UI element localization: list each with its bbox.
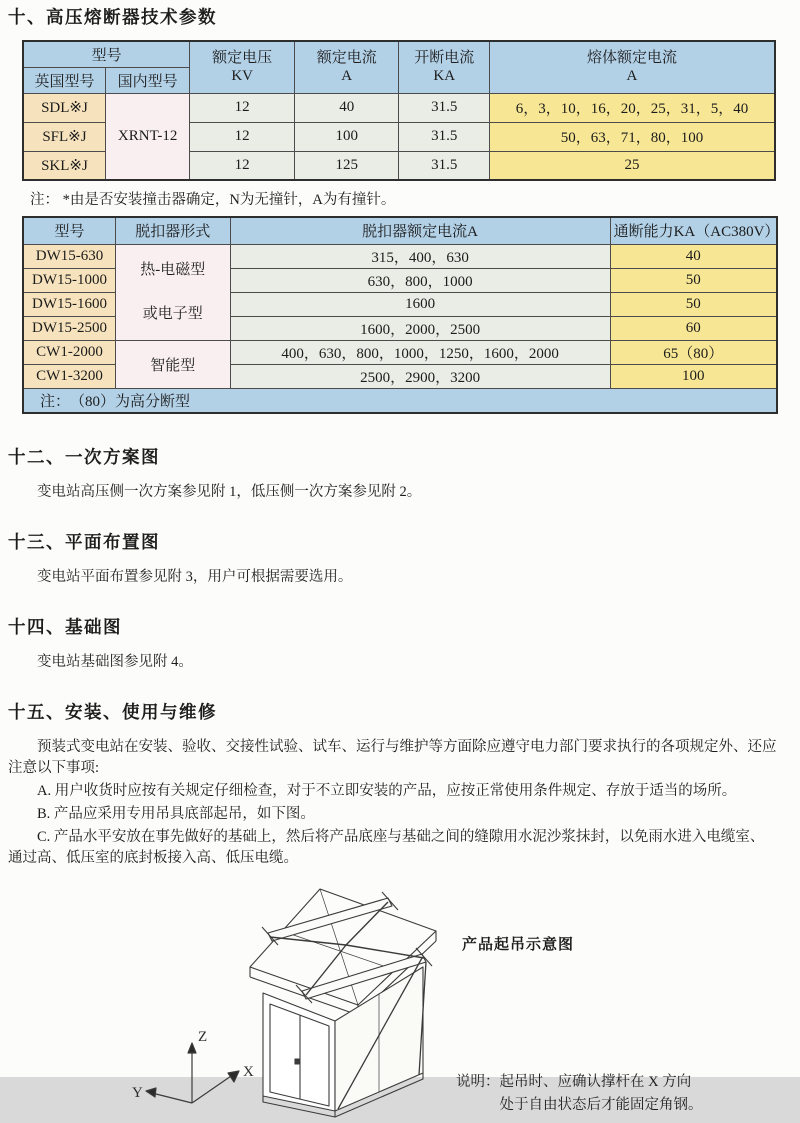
voltage-cell: 12 <box>190 151 295 180</box>
uk-model-cell: SKL※J <box>23 151 105 180</box>
release-type-line1: 热-电磁型 <box>140 262 206 278</box>
figure-note-line2: 处于自由状态后才能固定角钢。 <box>499 1097 703 1113</box>
model-cell: CW1-3200 <box>23 364 115 388</box>
section13-title: 十三、平面布置图 <box>8 532 160 552</box>
release-type-line2: 或电子型 <box>142 306 203 322</box>
model-cell: CW1-2000 <box>23 340 115 364</box>
capacity-cell: 40 <box>610 244 777 268</box>
figure-note-label: 说明： <box>456 1074 500 1090</box>
model-cell: DW15-1000 <box>23 268 115 292</box>
current-cell: 100 <box>294 122 399 151</box>
header-rated-current-unit: A <box>341 68 353 85</box>
header-cn-model: 国内型号 <box>105 67 189 93</box>
header-rated-voltage-line1: 额定电压 <box>212 50 273 67</box>
uk-model-cell: SFL※J <box>23 122 105 151</box>
model-cell: DW15-630 <box>23 244 115 268</box>
axis-x-label: X <box>243 1064 254 1080</box>
header-release-current: 脱扣器额定电流A <box>230 217 610 244</box>
current-cell: 125 <box>294 151 399 180</box>
table-note: 注： （80）为高分断型 <box>23 388 777 413</box>
header-breaking-current <box>399 41 489 93</box>
uk-model-cell: SDL※J <box>23 93 105 122</box>
release-type-cell <box>115 244 230 340</box>
header-fuse-element-line1: 熔体额定电流 <box>586 50 677 67</box>
capacity-cell: 50 <box>610 292 777 316</box>
section15-item-c: C. 产品水平安放在事先做好的基础上，然后将产品底座与基础之间的缝隙用水泥沙浆抹封，以免雨水进入电缆室、通过高、低压室的底封板接入高、低压电缆。 <box>8 829 765 866</box>
fuse-element-cell: 25 <box>489 151 775 180</box>
header-rated-current <box>294 41 399 93</box>
breaking-cell: 31.5 <box>399 151 489 180</box>
header-rated-voltage-unit: KV <box>231 68 253 85</box>
section12-body: 变电站高压侧一次方案参见附 1，低压侧一次方案参见附 2。 <box>37 484 422 500</box>
table-row <box>23 93 775 122</box>
release-current-cell: 630，800，1000 <box>230 268 610 292</box>
figure-note-text <box>500 1071 703 1117</box>
lifting-figure <box>22 875 778 1123</box>
figure-note-line1: 起吊时、应确认撑杆在 X 方向 <box>499 1074 692 1090</box>
cn-model-cell: XRNT-12 <box>105 93 189 180</box>
breaking-cell: 31.5 <box>399 93 489 122</box>
release-current-cell: 315，400，630 <box>230 244 610 268</box>
header-model: 型号 <box>23 217 115 244</box>
section14-title: 十四、基础图 <box>8 617 122 637</box>
breaking-cell: 31.5 <box>399 122 489 151</box>
header-uk-model: 英国型号 <box>23 67 105 93</box>
voltage-cell: 12 <box>190 122 295 151</box>
capacity-cell: 50 <box>610 268 777 292</box>
section14-body: 变电站基础图参见附 4。 <box>37 654 193 670</box>
release-current-cell: 1600，2000，2500 <box>230 316 610 340</box>
fuse-element-cell: 50，63，71，80，100 <box>489 122 775 151</box>
capacity-cell: 60 <box>610 316 777 340</box>
header-switching-capacity: 通断能力KA（AC380V） <box>610 217 777 244</box>
release-current-cell: 2500，2900，3200 <box>230 364 610 388</box>
current-cell: 40 <box>294 93 399 122</box>
section15-item-a: A. 用户收货时应按有关规定仔细检查，对于不立即安装的产品，应按正常使用条件规定、存放于适当的场所。 <box>37 783 737 799</box>
section10-title: 十、高压熔断器技术参数 <box>8 7 217 27</box>
fuse-parameters-table <box>22 40 776 181</box>
model-cell: DW15-1600 <box>23 292 115 316</box>
table-row <box>23 340 777 364</box>
header-fuse-element-unit: A <box>626 68 638 85</box>
voltage-cell: 12 <box>190 93 295 122</box>
breaker-parameters-table <box>22 216 778 414</box>
release-current-cell: 400，630，800，1000，1250，1600，2000 <box>230 340 610 364</box>
header-model-group: 型号 <box>23 41 190 67</box>
axis-z-label: Z <box>198 1029 208 1045</box>
model-cell: DW15-2500 <box>23 316 115 340</box>
section12-title: 十二、一次方案图 <box>8 447 160 467</box>
figure-caption: 产品起吊示意图 <box>462 936 575 953</box>
header-breaking-current-line1: 开断电流 <box>414 50 475 67</box>
header-rated-voltage <box>190 41 295 93</box>
product-lifting-diagram <box>130 875 460 1123</box>
fuse-element-cell: 6，3，10，16，20，25，31，5，40 <box>489 93 775 122</box>
header-fuse-element-current <box>489 41 775 93</box>
section15-intro: 预装式变电站在安装、验收、交接性试验、试车、运行与维护等方面除应遵守电力部门要求执行的各项规定外、还应注意以下事项: <box>8 739 777 776</box>
table-row <box>23 244 777 268</box>
section15-item-b: B. 产品应采用专用吊具底部起吊，如下图。 <box>37 806 315 822</box>
section15-title: 十五、安装、使用与维修 <box>8 702 217 722</box>
striker-note: 注： *由是否安装撞击器确定，N为无撞针，A为有撞针。 <box>30 192 396 208</box>
capacity-cell: 65（80） <box>610 340 777 364</box>
release-current-cell: 1600 <box>230 292 610 316</box>
release-type-cell: 智能型 <box>115 340 230 388</box>
section13-body: 变电站平面布置参见附 3，用户可根据需要选用。 <box>37 569 353 585</box>
header-rated-current-line1: 额定电流 <box>316 50 377 67</box>
capacity-cell: 100 <box>610 364 777 388</box>
figure-note <box>456 1071 703 1117</box>
header-release-type: 脱扣器形式 <box>115 217 230 244</box>
header-breaking-current-unit: KA <box>433 68 456 85</box>
axis-y-label: Y <box>132 1085 143 1101</box>
